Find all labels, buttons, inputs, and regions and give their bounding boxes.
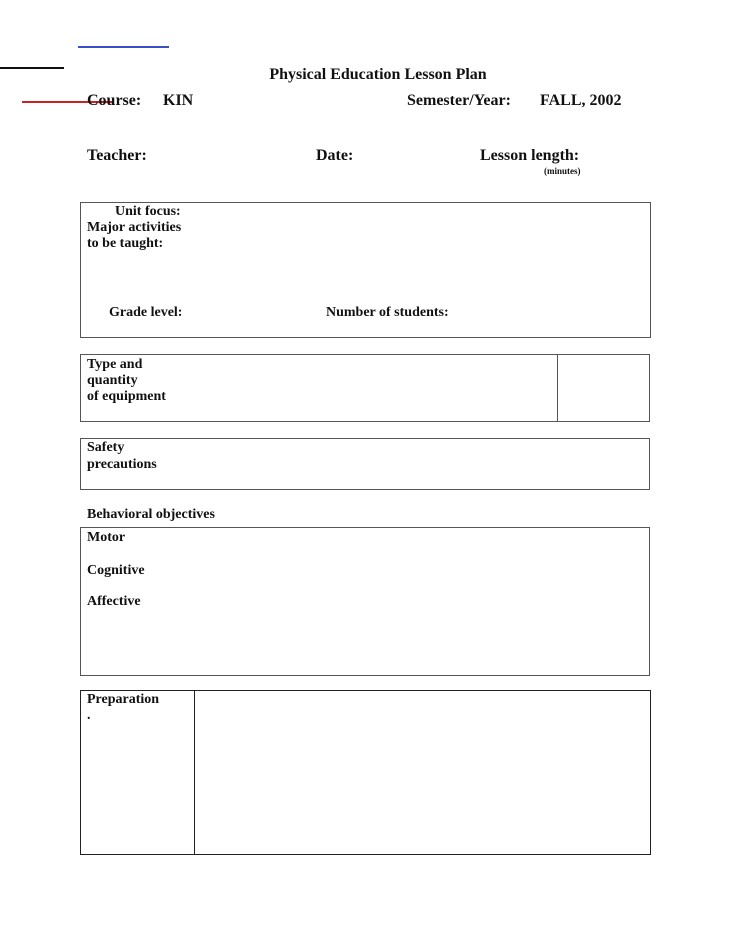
equipment-box [80,354,650,422]
preparation-box [80,690,651,855]
motor-label: Motor [87,530,126,545]
date-label: Date: [316,147,354,164]
major-activities-label-line1: Major activities [87,220,182,235]
safety-label-line2: precautions [87,457,157,472]
affective-label: Affective [87,594,141,609]
objectives-box [80,527,650,676]
major-activities-label-line2: to be taught: [87,236,164,251]
teacher-label: Teacher: [87,147,147,164]
lesson-length-unit: (minutes) [544,166,581,176]
behavioral-objectives-heading: Behavioral objectives [87,507,215,522]
blue-underline-mark [78,46,169,48]
preparation-column-divider [194,690,195,855]
semester-label: Semester/Year: [407,92,511,109]
equipment-label-line1: Type and [87,357,143,372]
page-title: Physical Education Lesson Plan [269,66,487,83]
course-label: Course: [87,92,142,109]
preparation-label: Preparation [87,692,160,707]
semester-value: FALL, 2002 [540,92,622,109]
lesson-length-label: Lesson length: [480,147,580,164]
equipment-label-line3: of equipment [87,389,166,404]
preparation-bullet: . [87,708,91,723]
equipment-column-divider [557,354,558,422]
cognitive-label: Cognitive [87,563,145,578]
safety-box [80,438,650,490]
grade-level-label: Grade level: [109,305,183,320]
safety-label-line1: Safety [87,440,125,455]
equipment-label-line2: quantity [87,373,138,388]
unit-focus-label: Unit focus: [115,204,181,219]
number-of-students-label: Number of students: [326,305,449,320]
course-value: KIN [163,92,194,109]
